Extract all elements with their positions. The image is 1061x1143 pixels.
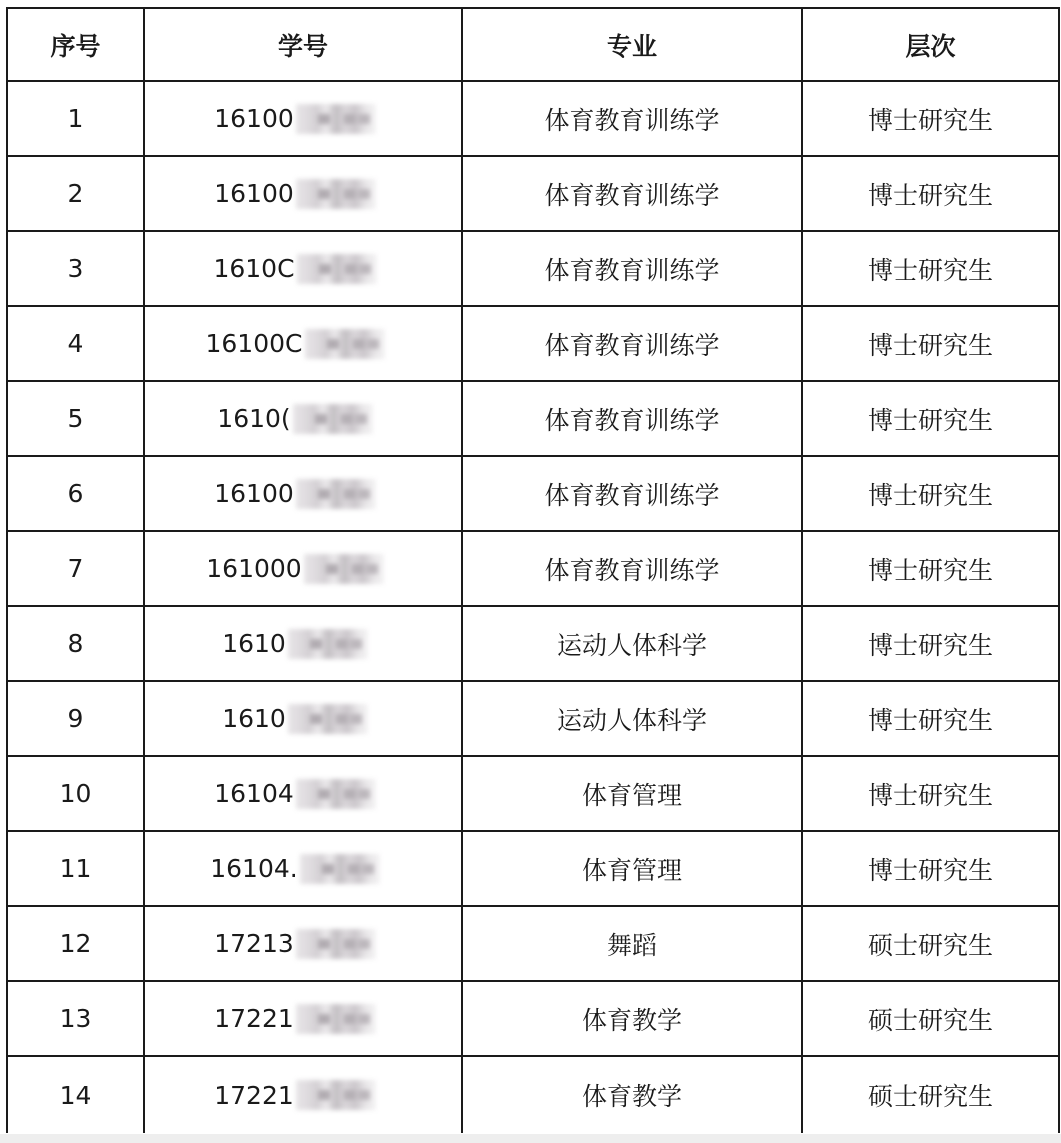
table-row <box>7 306 1059 381</box>
student-id-visible: 161000 <box>206 554 302 583</box>
cell-level: 博士研究生 <box>802 81 1059 156</box>
cell-seq: 7 <box>7 531 144 606</box>
student-roster-table <box>6 7 1060 1133</box>
cell-seq: 14 <box>7 1056 144 1133</box>
header-row <box>7 8 1059 81</box>
table-row <box>7 381 1059 456</box>
cell-major: 体育教育训练学 <box>462 81 802 156</box>
cell-seq: 12 <box>7 906 144 981</box>
cell-seq: 6 <box>7 456 144 531</box>
cell-major: 体育教育训练学 <box>462 381 802 456</box>
cell-student-id <box>144 981 462 1056</box>
cell-major: 体育教育训练学 <box>462 531 802 606</box>
table-row <box>7 231 1059 306</box>
student-id-visible: 1610 <box>222 629 286 658</box>
cell-level: 硕士研究生 <box>802 906 1059 981</box>
cell-major: 体育教育训练学 <box>462 231 802 306</box>
cell-student-id <box>144 381 462 456</box>
student-id-visible: 16100 <box>214 179 294 208</box>
cell-student-id <box>144 831 462 906</box>
cell-seq: 11 <box>7 831 144 906</box>
cell-major: 体育教育训练学 <box>462 306 802 381</box>
cell-seq: 10 <box>7 756 144 831</box>
cell-student-id <box>144 756 462 831</box>
student-id-visible: 1610C <box>213 254 295 283</box>
table-row <box>7 1056 1059 1133</box>
cell-seq: 13 <box>7 981 144 1056</box>
cell-student-id <box>144 231 462 306</box>
table-row <box>7 156 1059 231</box>
cell-major: 体育管理 <box>462 831 802 906</box>
cell-level: 博士研究生 <box>802 531 1059 606</box>
table-row <box>7 456 1059 531</box>
redaction-blur <box>305 329 385 359</box>
cell-student-id <box>144 306 462 381</box>
cell-seq: 4 <box>7 306 144 381</box>
header-major: 专业 <box>462 8 802 81</box>
cell-seq: 8 <box>7 606 144 681</box>
redaction-blur <box>293 404 373 434</box>
student-id-visible: 16100 <box>214 104 294 133</box>
redaction-blur <box>296 1080 376 1110</box>
student-id-visible: 1610( <box>217 404 291 433</box>
cell-major: 体育管理 <box>462 756 802 831</box>
cell-level: 博士研究生 <box>802 831 1059 906</box>
header-level: 层次 <box>802 8 1059 81</box>
cell-level: 硕士研究生 <box>802 981 1059 1056</box>
cell-student-id <box>144 531 462 606</box>
redaction-blur <box>296 104 376 134</box>
cell-level: 博士研究生 <box>802 381 1059 456</box>
table-row <box>7 81 1059 156</box>
redaction-blur <box>296 479 376 509</box>
cell-level: 博士研究生 <box>802 231 1059 306</box>
student-id-visible: 16104 <box>214 779 294 808</box>
cell-major: 舞蹈 <box>462 906 802 981</box>
redaction-blur <box>300 854 380 884</box>
table-row <box>7 531 1059 606</box>
cell-student-id <box>144 156 462 231</box>
cell-level: 博士研究生 <box>802 681 1059 756</box>
redaction-blur <box>296 179 376 209</box>
cell-seq: 3 <box>7 231 144 306</box>
redaction-blur <box>296 779 376 809</box>
table-row <box>7 981 1059 1056</box>
student-id-visible: 16104. <box>210 854 298 883</box>
student-id-visible: 16100C <box>205 329 303 358</box>
cell-student-id <box>144 906 462 981</box>
cell-level: 博士研究生 <box>802 606 1059 681</box>
cell-seq: 1 <box>7 81 144 156</box>
redaction-blur <box>296 1004 376 1034</box>
header-student-id: 学号 <box>144 8 462 81</box>
redaction-blur <box>288 704 368 734</box>
table-row <box>7 831 1059 906</box>
cell-seq: 5 <box>7 381 144 456</box>
cell-seq: 2 <box>7 156 144 231</box>
student-id-visible: 17213 <box>214 929 294 958</box>
redaction-blur <box>296 929 376 959</box>
student-id-visible: 1610 <box>222 704 286 733</box>
cell-major: 体育教学 <box>462 1056 802 1133</box>
cell-major: 体育教育训练学 <box>462 456 802 531</box>
cell-student-id <box>144 606 462 681</box>
cell-level: 博士研究生 <box>802 456 1059 531</box>
student-id-visible: 16100 <box>214 479 294 508</box>
cell-student-id <box>144 681 462 756</box>
cell-student-id <box>144 1056 462 1133</box>
student-id-visible: 17221 <box>214 1004 294 1033</box>
redaction-blur <box>297 254 377 284</box>
redaction-blur <box>304 554 384 584</box>
table-row <box>7 681 1059 756</box>
cell-major: 运动人体科学 <box>462 606 802 681</box>
cell-student-id <box>144 81 462 156</box>
cell-level: 硕士研究生 <box>802 1056 1059 1133</box>
cell-major: 体育教学 <box>462 981 802 1056</box>
table-row <box>7 756 1059 831</box>
bottom-edge-strip <box>0 1134 1061 1143</box>
cell-level: 博士研究生 <box>802 756 1059 831</box>
cell-major: 体育教育训练学 <box>462 156 802 231</box>
redaction-blur <box>288 629 368 659</box>
student-id-visible: 17221 <box>214 1080 294 1110</box>
table-row <box>7 606 1059 681</box>
cell-level: 博士研究生 <box>802 306 1059 381</box>
cell-level: 博士研究生 <box>802 156 1059 231</box>
roster-body <box>7 81 1059 1133</box>
cell-student-id <box>144 456 462 531</box>
cell-major: 运动人体科学 <box>462 681 802 756</box>
table-row <box>7 906 1059 981</box>
header-seq: 序号 <box>7 8 144 81</box>
cell-seq: 9 <box>7 681 144 756</box>
